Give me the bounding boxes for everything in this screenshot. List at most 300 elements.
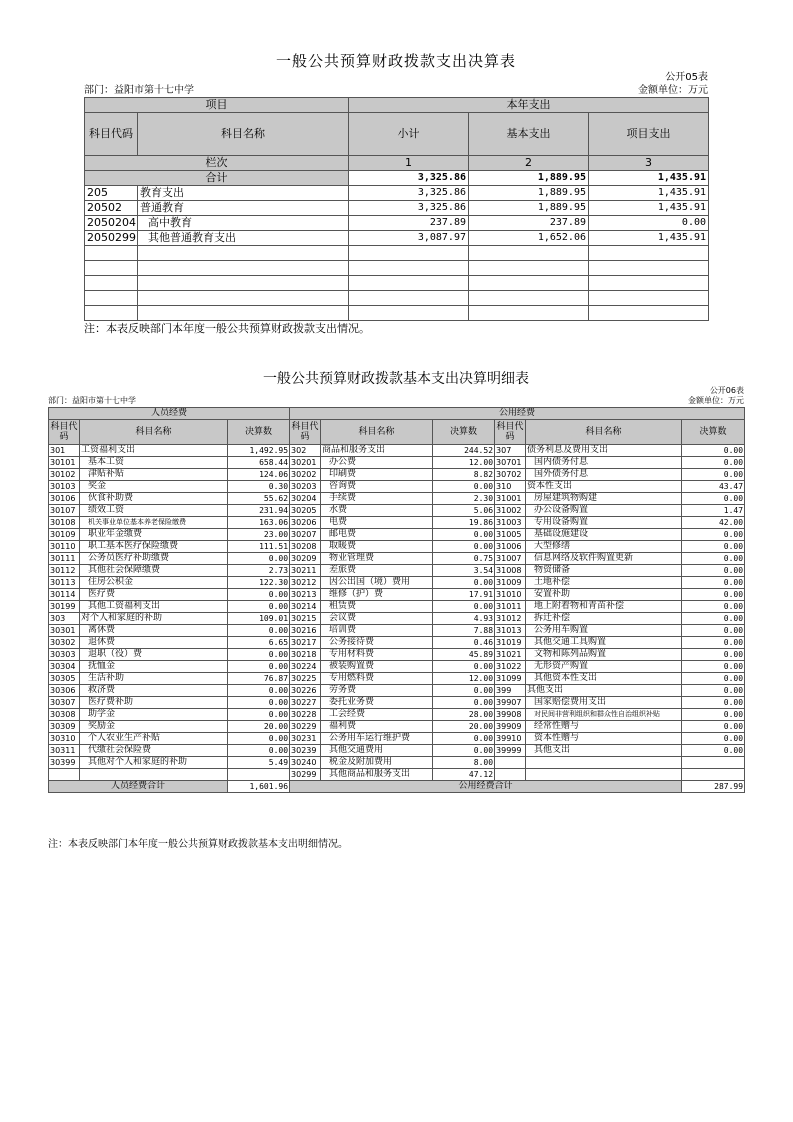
capital-name (526, 757, 682, 769)
col-num-1: 1 (349, 156, 469, 171)
capital-amount: 0.00 (682, 733, 745, 745)
header-amount: 决算数 (682, 420, 745, 445)
capital-amount: 0.00 (682, 541, 745, 553)
table-row (49, 769, 745, 781)
personnel-amount: 5.49 (228, 757, 290, 769)
personnel-name: 住房公积金 (80, 577, 228, 589)
table-row (49, 697, 745, 709)
capital-amount: 0.00 (682, 613, 745, 625)
capital-name: 资本性支出 (526, 481, 682, 493)
public-name: 因公出国（境）费用 (321, 577, 433, 589)
header-column-index: 栏次 (85, 156, 349, 171)
personnel-amount: 658.44 (228, 457, 290, 469)
personnel-amount: 0.00 (228, 625, 290, 637)
table-row (49, 673, 745, 685)
table-row (49, 649, 745, 661)
public-code: 30214 (290, 601, 321, 613)
public-code: 30201 (290, 457, 321, 469)
capital-amount: 0.00 (682, 469, 745, 481)
row-name: 普通教育 (138, 201, 349, 216)
personnel-code: 30111 (49, 553, 80, 565)
header-code: 科目代码 (290, 420, 321, 445)
capital-amount: 0.00 (682, 445, 745, 457)
public-code: 30213 (290, 589, 321, 601)
personnel-name: 职业年金缴费 (80, 529, 228, 541)
table-row (49, 721, 745, 733)
capital-amount: 0.00 (682, 709, 745, 721)
personnel-code: 30311 (49, 745, 80, 757)
capital-name: 大型修缮 (526, 541, 682, 553)
public-amount: 4.93 (433, 613, 495, 625)
capital-name: 国内债务付息 (526, 457, 682, 469)
personnel-amount: 231.94 (228, 505, 290, 517)
capital-code: 31002 (495, 505, 526, 517)
header-amount: 决算数 (228, 420, 290, 445)
table1-note: 注：本表反映部门本年度一般公共预算财政拨款支出情况。 (84, 322, 370, 335)
public-code: 30208 (290, 541, 321, 553)
personnel-amount: 20.00 (228, 721, 290, 733)
header-subtotal: 小计 (349, 113, 469, 156)
personnel-amount: 76.87 (228, 673, 290, 685)
personnel-amount: 1,492.95 (228, 445, 290, 457)
public-name: 取暖费 (321, 541, 433, 553)
public-code: 30207 (290, 529, 321, 541)
row-project: 1,435.91 (589, 231, 709, 246)
public-code: 30218 (290, 649, 321, 661)
capital-code: 31021 (495, 649, 526, 661)
table1-unit: 金额单位：万元 (638, 85, 708, 96)
public-amount: 5.06 (433, 505, 495, 517)
public-amount: 0.00 (433, 745, 495, 757)
capital-code: 39999 (495, 745, 526, 757)
table-row (49, 517, 745, 529)
capital-code: 31099 (495, 673, 526, 685)
row-name: 教育支出 (138, 186, 349, 201)
row-basic: 237.89 (469, 216, 589, 231)
capital-code (495, 769, 526, 781)
capital-amount (682, 757, 745, 769)
public-code: 30204 (290, 493, 321, 505)
public-amount: 17.91 (433, 589, 495, 601)
personnel-amount: 0.00 (228, 709, 290, 721)
capital-amount: 0.00 (682, 577, 745, 589)
table-row (49, 553, 745, 565)
personnel-amount: 0.00 (228, 589, 290, 601)
capital-name: 物资储备 (526, 565, 682, 577)
empty-row (85, 306, 709, 321)
capital-code: 31003 (495, 517, 526, 529)
table-row (85, 231, 709, 246)
personnel-code: 30109 (49, 529, 80, 541)
capital-code: 307 (495, 445, 526, 457)
capital-amount (682, 769, 745, 781)
public-name: 差旅费 (321, 565, 433, 577)
capital-name: 其他支出 (526, 685, 682, 697)
personnel-code: 30108 (49, 517, 80, 529)
capital-code: 31019 (495, 637, 526, 649)
row-code: 2050204 (85, 216, 138, 231)
capital-name: 地上附着物和青苗补偿 (526, 601, 682, 613)
personnel-code: 30399 (49, 757, 80, 769)
header-name: 科目名称 (526, 420, 682, 445)
capital-code: 30701 (495, 457, 526, 469)
capital-code: 31011 (495, 601, 526, 613)
public-name: 租赁费 (321, 601, 433, 613)
public-code: 30206 (290, 517, 321, 529)
personnel-name: 抚恤金 (80, 661, 228, 673)
capital-code: 39907 (495, 697, 526, 709)
personnel-amount: 0.00 (228, 697, 290, 709)
personnel-code: 30302 (49, 637, 80, 649)
table2-note: 注：本表反映部门本年度一般公共预算财政拨款基本支出明细情况。 (48, 839, 348, 850)
header-name: 科目名称 (321, 420, 433, 445)
personnel-amount: 6.65 (228, 637, 290, 649)
capital-amount: 0.00 (682, 637, 745, 649)
capital-name: 土地补偿 (526, 577, 682, 589)
personnel-name: 离休费 (80, 625, 228, 637)
header-item: 项目 (85, 98, 349, 113)
public-name: 培训费 (321, 625, 433, 637)
table-row (49, 493, 745, 505)
personnel-name: 对个人和家庭的补助 (80, 613, 228, 625)
table2-code: 公开06表 (709, 386, 744, 395)
capital-code: 31009 (495, 577, 526, 589)
capital-name: 无形资产购置 (526, 661, 682, 673)
table1-dept: 部门：益阳市第十七中学 (84, 85, 194, 96)
public-code: 30205 (290, 505, 321, 517)
capital-name: 基础设施建设 (526, 529, 682, 541)
capital-name: 其他资本性支出 (526, 673, 682, 685)
capital-code (495, 757, 526, 769)
personnel-name: 奖金 (80, 481, 228, 493)
public-amount: 2.30 (433, 493, 495, 505)
row-basic: 1,889.95 (469, 186, 589, 201)
public-amount: 3.54 (433, 565, 495, 577)
row-subtotal: 3,325.86 (349, 186, 469, 201)
public-name: 印刷费 (321, 469, 433, 481)
public-amount: 0.00 (433, 601, 495, 613)
personnel-code: 30308 (49, 709, 80, 721)
capital-name: 其他交通工具购置 (526, 637, 682, 649)
capital-name: 公务用车购置 (526, 625, 682, 637)
public-amount: 244.52 (433, 445, 495, 457)
table-row (49, 685, 745, 697)
personnel-amount: 0.00 (228, 661, 290, 673)
public-amount: 0.00 (433, 481, 495, 493)
empty-row (85, 276, 709, 291)
personnel-name: 退休费 (80, 637, 228, 649)
table1-general-budget-expenditure (84, 97, 709, 321)
personnel-total-label: 人员经费合计 (49, 781, 228, 793)
capital-code: 31006 (495, 541, 526, 553)
public-name: 商品和服务支出 (321, 445, 433, 457)
public-name: 劳务费 (321, 685, 433, 697)
capital-amount: 0.00 (682, 685, 745, 697)
table2-header-line (48, 396, 744, 406)
capital-amount: 0.00 (682, 625, 745, 637)
personnel-amount: 163.06 (228, 517, 290, 529)
public-amount: 12.00 (433, 457, 495, 469)
col-num-2: 2 (469, 156, 589, 171)
personnel-name: 伙食补助费 (80, 493, 228, 505)
total-label: 合计 (85, 171, 349, 186)
public-amount: 7.88 (433, 625, 495, 637)
table1-code: 公开05表 (665, 72, 708, 83)
personnel-amount: 122.30 (228, 577, 290, 589)
table-row (49, 457, 745, 469)
public-name: 委托业务费 (321, 697, 433, 709)
public-code: 30209 (290, 553, 321, 565)
personnel-code: 30114 (49, 589, 80, 601)
personnel-name: 职工基本医疗保险缴费 (80, 541, 228, 553)
capital-code: 31005 (495, 529, 526, 541)
public-name: 公务接待费 (321, 637, 433, 649)
capital-code: 30702 (495, 469, 526, 481)
header-amount: 决算数 (433, 420, 495, 445)
public-name: 福利费 (321, 721, 433, 733)
public-amount: 0.00 (433, 685, 495, 697)
public-amount: 0.00 (433, 529, 495, 541)
row-name: 其他普通教育支出 (138, 231, 349, 246)
table-row (49, 733, 745, 745)
capital-name: 文物和陈列品购置 (526, 649, 682, 661)
personnel-amount: 0.00 (228, 745, 290, 757)
personnel-name: 奖励金 (80, 721, 228, 733)
personnel-code: 30305 (49, 673, 80, 685)
public-amount: 45.89 (433, 649, 495, 661)
personnel-amount: 0.00 (228, 649, 290, 661)
personnel-code: 30106 (49, 493, 80, 505)
table-row (49, 505, 745, 517)
public-name: 维修（护）费 (321, 589, 433, 601)
public-name: 咨询费 (321, 481, 433, 493)
personnel-amount: 2.73 (228, 565, 290, 577)
personnel-name: 基本工资 (80, 457, 228, 469)
public-amount: 0.46 (433, 637, 495, 649)
table2-body (49, 445, 745, 781)
public-name: 专用燃料费 (321, 673, 433, 685)
capital-name: 拆迁补偿 (526, 613, 682, 625)
capital-code: 310 (495, 481, 526, 493)
capital-amount: 0.00 (682, 721, 745, 733)
public-amount: 0.00 (433, 733, 495, 745)
capital-name: 债务利息及费用支出 (526, 445, 682, 457)
header-current-expense: 本年支出 (349, 98, 709, 113)
public-name: 办公费 (321, 457, 433, 469)
personnel-code: 30113 (49, 577, 80, 589)
public-code: 30217 (290, 637, 321, 649)
capital-amount: 0.00 (682, 565, 745, 577)
personnel-name (80, 769, 228, 781)
public-name: 其他交通费用 (321, 745, 433, 757)
public-code: 30240 (290, 757, 321, 769)
personnel-name: 机关事业单位基本养老保险缴费 (80, 517, 228, 529)
table-row (49, 481, 745, 493)
table2-dept: 部门：益阳市第十七中学 (48, 396, 136, 405)
row-code: 2050299 (85, 231, 138, 246)
capital-name: 对民间非营利组织和群众性自治组织补贴 (526, 709, 682, 721)
public-code: 30231 (290, 733, 321, 745)
public-amount: 47.12 (433, 769, 495, 781)
capital-name: 信息网络及软件购置更新 (526, 553, 682, 565)
public-code: 30239 (290, 745, 321, 757)
table1-title: 一般公共预算财政拨款支出决算表 (275, 52, 516, 70)
personnel-name: 绩效工资 (80, 505, 228, 517)
public-amount: 20.00 (433, 721, 495, 733)
personnel-code: 30103 (49, 481, 80, 493)
public-code: 30215 (290, 613, 321, 625)
capital-code: 39910 (495, 733, 526, 745)
public-code: 30299 (290, 769, 321, 781)
table-row (49, 529, 745, 541)
row-project: 1,435.91 (589, 201, 709, 216)
public-name: 工会经费 (321, 709, 433, 721)
row-code: 205 (85, 186, 138, 201)
public-name: 手续费 (321, 493, 433, 505)
capital-amount: 0.00 (682, 745, 745, 757)
personnel-name: 救济费 (80, 685, 228, 697)
capital-name: 房屋建筑物购建 (526, 493, 682, 505)
public-code: 30216 (290, 625, 321, 637)
header-code: 科目代码 (495, 420, 526, 445)
row-project: 1,435.91 (589, 186, 709, 201)
public-amount: 8.00 (433, 757, 495, 769)
personnel-name: 助学金 (80, 709, 228, 721)
public-name: 物业管理费 (321, 553, 433, 565)
personnel-name: 其他工资福利支出 (80, 601, 228, 613)
personnel-code: 30112 (49, 565, 80, 577)
public-amount: 0.75 (433, 553, 495, 565)
personnel-name: 退职（役）费 (80, 649, 228, 661)
personnel-amount: 0.00 (228, 553, 290, 565)
capital-amount: 43.47 (682, 481, 745, 493)
personnel-code: 30102 (49, 469, 80, 481)
capital-amount: 0.00 (682, 589, 745, 601)
total-project: 1,435.91 (589, 171, 709, 186)
capital-amount: 0.00 (682, 529, 745, 541)
capital-code: 31010 (495, 589, 526, 601)
capital-code: 31013 (495, 625, 526, 637)
header-name: 科目名称 (80, 420, 228, 445)
row-basic: 1,889.95 (469, 201, 589, 216)
header-code: 科目代码 (49, 420, 80, 445)
header-code: 科目代码 (85, 113, 138, 156)
personnel-name: 生活补助 (80, 673, 228, 685)
capital-name: 国外债务付息 (526, 469, 682, 481)
header-basic: 基本支出 (469, 113, 589, 156)
personnel-amount: 0.00 (228, 733, 290, 745)
personnel-name: 其他社会保障缴费 (80, 565, 228, 577)
header-name: 科目名称 (138, 113, 349, 156)
personnel-code: 30310 (49, 733, 80, 745)
row-subtotal: 3,087.97 (349, 231, 469, 246)
empty-row (85, 246, 709, 261)
row-code: 20502 (85, 201, 138, 216)
table-row (49, 577, 745, 589)
personnel-name: 代缴社会保险费 (80, 745, 228, 757)
capital-name: 专用设备购置 (526, 517, 682, 529)
row-subtotal: 237.89 (349, 216, 469, 231)
table-row (85, 201, 709, 216)
table-row (49, 601, 745, 613)
capital-amount: 42.00 (682, 517, 745, 529)
personnel-amount (228, 769, 290, 781)
public-amount: 0.00 (433, 697, 495, 709)
total-subtotal: 3,325.86 (349, 171, 469, 186)
capital-code: 39908 (495, 709, 526, 721)
table-row (49, 589, 745, 601)
personnel-code: 30101 (49, 457, 80, 469)
capital-amount: 0.00 (682, 553, 745, 565)
public-name: 电费 (321, 517, 433, 529)
empty-row (85, 261, 709, 276)
public-code: 30203 (290, 481, 321, 493)
public-code: 30226 (290, 685, 321, 697)
table-row (49, 757, 745, 769)
personnel-code: 30306 (49, 685, 80, 697)
empty-row (85, 291, 709, 306)
personnel-amount: 23.00 (228, 529, 290, 541)
public-name: 邮电费 (321, 529, 433, 541)
personnel-code: 301 (49, 445, 80, 457)
personnel-code: 30309 (49, 721, 80, 733)
personnel-code: 30307 (49, 697, 80, 709)
personnel-code: 30304 (49, 661, 80, 673)
table-row (85, 186, 709, 201)
personnel-code: 30301 (49, 625, 80, 637)
table-row (85, 216, 709, 231)
public-total-label: 公用经费合计 (290, 781, 682, 793)
personnel-code (49, 769, 80, 781)
public-name: 会议费 (321, 613, 433, 625)
personnel-name: 医疗费 (80, 589, 228, 601)
capital-code: 31007 (495, 553, 526, 565)
public-amount: 19.86 (433, 517, 495, 529)
capital-name: 安置补助 (526, 589, 682, 601)
public-amount: 12.00 (433, 673, 495, 685)
public-amount: 0.00 (433, 577, 495, 589)
public-name: 公务用车运行维护费 (321, 733, 433, 745)
table-row (49, 613, 745, 625)
capital-name: 资本性赠与 (526, 733, 682, 745)
table-row (49, 709, 745, 721)
capital-name: 国家赔偿费用支出 (526, 697, 682, 709)
public-code: 30227 (290, 697, 321, 709)
personnel-name: 个人农业生产补贴 (80, 733, 228, 745)
public-code: 30224 (290, 661, 321, 673)
personnel-amount: 111.51 (228, 541, 290, 553)
public-name: 税金及附加费用 (321, 757, 433, 769)
header-public: 公用经费 (290, 408, 745, 420)
row-subtotal: 3,325.86 (349, 201, 469, 216)
public-name: 水费 (321, 505, 433, 517)
public-code: 30229 (290, 721, 321, 733)
public-name: 其他商品和服务支出 (321, 769, 433, 781)
row-project: 0.00 (589, 216, 709, 231)
table2-title: 一般公共预算财政拨款基本支出决算明细表 (263, 371, 529, 387)
personnel-name: 工资福利支出 (80, 445, 228, 457)
personnel-code: 30303 (49, 649, 80, 661)
public-code: 30212 (290, 577, 321, 589)
table1-header-line (84, 85, 708, 97)
personnel-name: 津贴补贴 (80, 469, 228, 481)
col-num-3: 3 (589, 156, 709, 171)
capital-name: 其他支出 (526, 745, 682, 757)
personnel-code: 30110 (49, 541, 80, 553)
public-amount: 8.82 (433, 469, 495, 481)
capital-name (526, 769, 682, 781)
table-row (49, 625, 745, 637)
